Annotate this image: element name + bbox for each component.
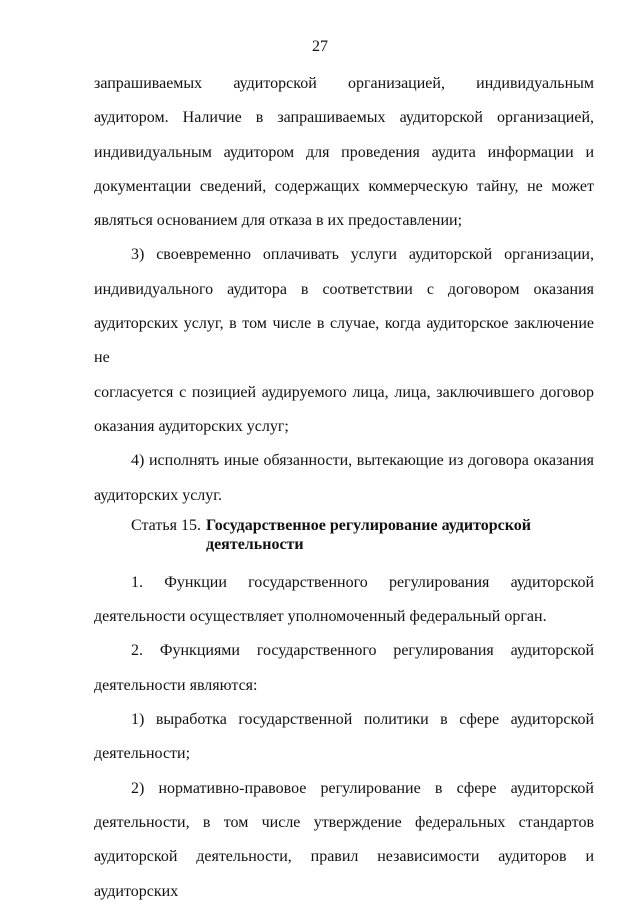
article-number: Статья 15.: [131, 516, 201, 534]
text-line: 2. Функциями государственного регулирования аудиторской: [131, 642, 594, 660]
page-number: 27: [312, 38, 328, 55]
text-line: индивидуальным аудитором для проведения аудита информации и: [94, 143, 594, 161]
document-body: [94, 67, 594, 909]
paragraph-continuation: [94, 67, 594, 238]
text-line: деятельности;: [94, 745, 191, 763]
article-heading: [131, 516, 594, 554]
text-line: 1. Функции государственного регулирования аудиторской: [131, 573, 594, 591]
text-line: являться основанием для отказа в их предоставлении;: [94, 212, 463, 230]
text-line: 4) исполнять иные обязанности, вытекающие из договора оказания: [131, 452, 594, 470]
text-line: запрашиваемых аудиторской организацией, индивидуальным: [94, 75, 594, 92]
text-line: аудиторских услуг.: [94, 486, 223, 504]
text-line: 1) выработка государственной политики в сфере аудиторской: [131, 711, 594, 729]
text-line: деятельности осуществляет уполномоченный федеральный орган.: [94, 608, 547, 626]
text-line: аудитором. Наличие в запрашиваемых аудиторской организацией,: [94, 109, 594, 127]
paragraph-subitem-2: [94, 772, 594, 909]
text-line: индивидуального аудитора в соответствии с договором оказания: [94, 280, 594, 298]
text-line: аудиторских услуг, в том числе в случае, когда аудиторское заключение не: [94, 315, 594, 367]
paragraph-item-3: [94, 238, 594, 444]
paragraph-item-4: [94, 444, 594, 513]
text-line: документации сведений, содержащих коммерческую тайну, не может: [94, 177, 594, 195]
text-line: оказания аудиторских услуг;: [94, 417, 289, 435]
text-line: аудиторской деятельности, правил независимости аудиторов и аудиторских: [94, 848, 594, 900]
text-line: 2) нормативно-правовое регулирование в сфере аудиторской: [131, 779, 594, 797]
paragraph-section-2: [94, 634, 594, 703]
text-line: деятельности, в том числе утверждение федеральных стандартов: [94, 813, 594, 831]
text-line: деятельности являются:: [94, 676, 258, 694]
paragraph-subitem-1: [94, 703, 594, 772]
text-line: 3) своевременно оплачивать услуги аудиторской организации,: [131, 246, 594, 264]
text-line: согласуется с позицией аудируемого лица, лица, заключившего договор: [94, 383, 594, 401]
article-title: Государственное регулирование аудиторской деятельности: [205, 516, 531, 553]
paragraph-section-1: [94, 566, 594, 635]
